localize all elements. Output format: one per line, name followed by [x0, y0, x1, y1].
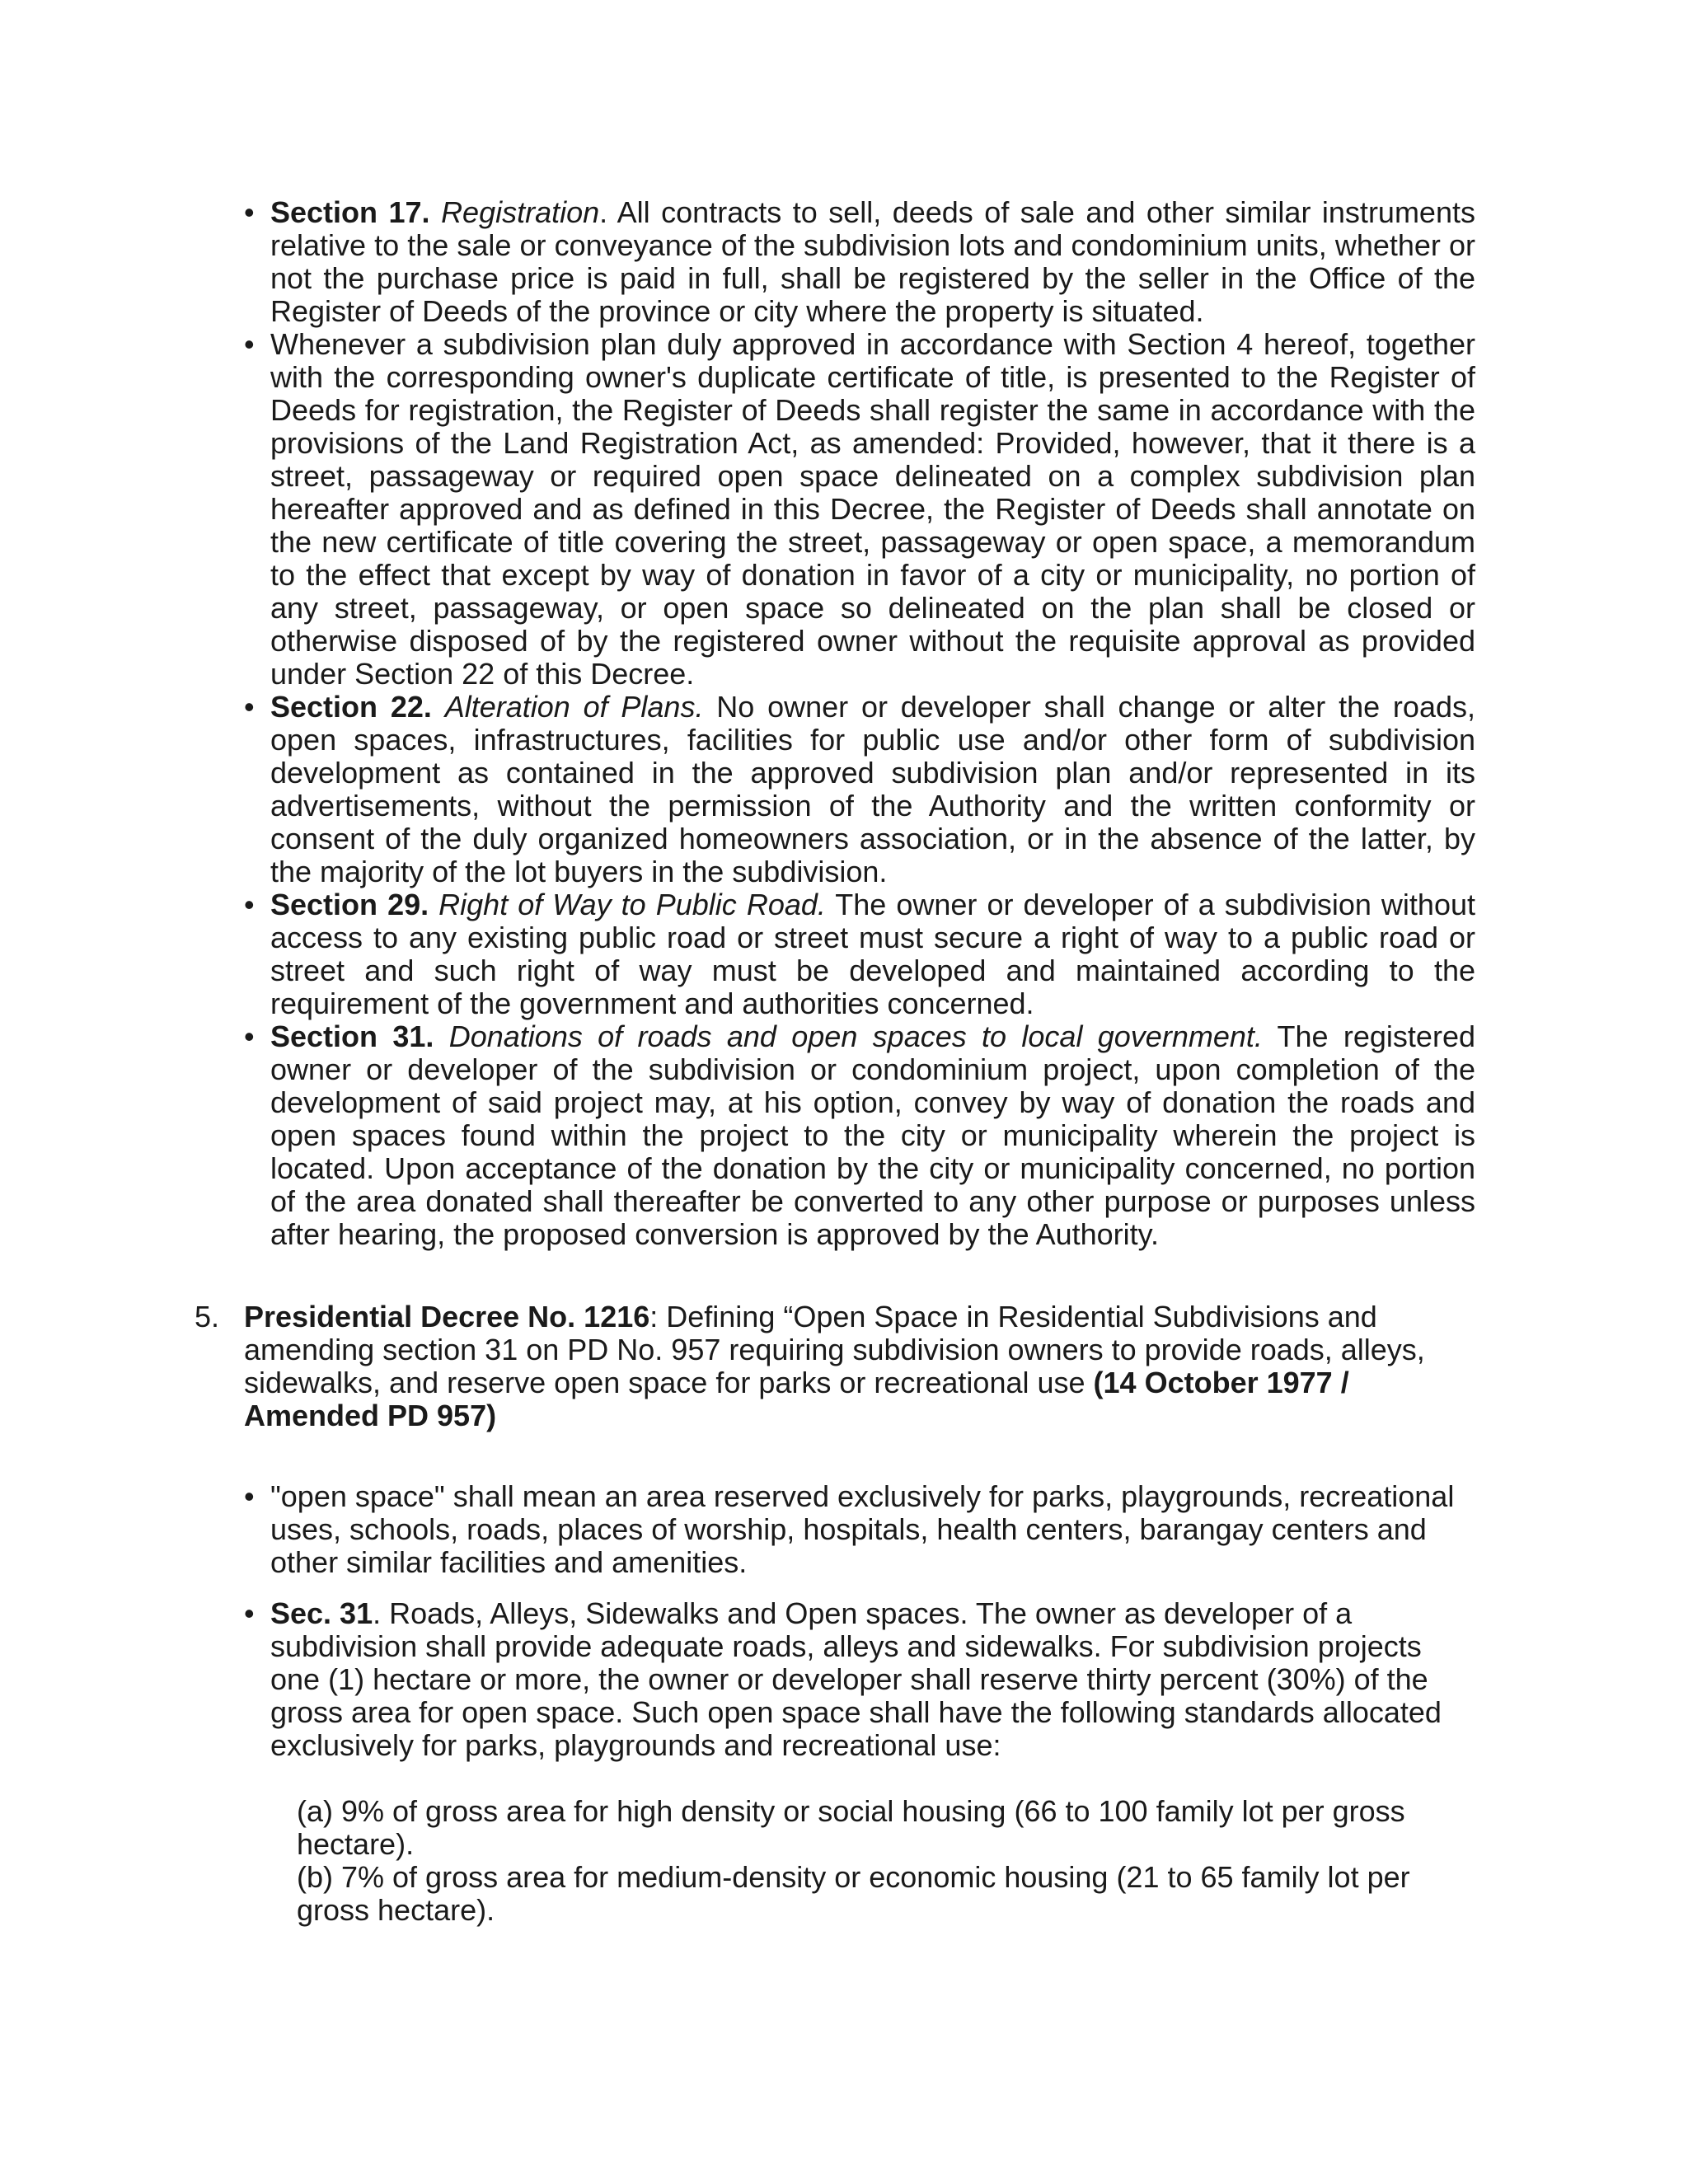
sec-31-item: [244, 1597, 1475, 1762]
section-29-title: Section 29.: [270, 888, 429, 921]
section-31-text: The registered owner or developer of the subdivision or condominium project, upon completion of the development of said project may, at his option, convey by way of donation the roads and open spaces found within the project to the city or municipality wherein the project is located. Upon acceptance of the donation by the city or municipality concerned, no portion of the area donated shall thereafter be converted to any other purpose or purposes unless after hearing, the proposed conversion is approved by the Authority.: [270, 1019, 1475, 1251]
item-5-title: Presidential Decree No. 1216: [244, 1300, 650, 1333]
section-17-subtitle: Registration: [441, 195, 600, 229]
bullet-icon: •: [244, 195, 255, 229]
standards-list: [297, 1795, 1451, 1927]
item-5-number: 5.: [195, 1300, 220, 1333]
item-5-body: [244, 1301, 1431, 1432]
section-17-title: Section 17.: [270, 195, 430, 229]
section-31-title: Section 31.: [270, 1019, 434, 1053]
section-22-item: [244, 691, 1475, 888]
section-31-item: [244, 1020, 1475, 1251]
section-17-item: [244, 196, 1475, 328]
bullet-icon: •: [244, 327, 255, 361]
item-5-date: (14 October 1977 / Amended PD 957): [244, 1366, 1349, 1432]
pd-bullet-list: [244, 1480, 1475, 1579]
bullet-icon: •: [244, 1019, 255, 1053]
open-space-definition: "open space" shall mean an area reserved exclusively for parks, playgrounds, recreational uses, schools, roads, places of worship, hospitals, health centers, barangay centers and other similar facilities and amenities.: [270, 1479, 1455, 1579]
section-22-title: Section 22.: [270, 690, 432, 724]
section-29-subtitle: Right of Way to Public Road.: [438, 888, 826, 921]
section-31-subtitle: Donations of roads and open spaces to local government.: [448, 1019, 1263, 1053]
bullet-icon: •: [244, 888, 255, 921]
whenever-text: Whenever a subdivision plan duly approved in accordance with Section 4 hereof, together with the corresponding owner's duplicate certificate of title, is presented to the Register of Deeds for registration, the Register of Deeds shall register the same in accordance with the provisions of the Land Registration Act, as amended: Provided, however, that it there is a street, passageway or required open space delineated on a complex subdivision plan hereafter approved and as defined in this Decree, the Register of Deeds shall annotate on the new certificate of title covering the street, passageway or open space, a memorandum to the effect that except by way of donation in favor of a city or municipality, no portion of any street, passageway, or open space so delineated on the plan shall be closed or otherwise disposed of by the registered owner without the requisite approval as provided under Section 22 of this Decree.: [270, 327, 1475, 691]
sec-31-text: . Roads, Alleys, Sidewalks and Open spaces. The owner as developer of a subdivision shall provide adequate roads, alleys and sidewalks. For subdivision projects one (1) hectare or more, the owner or developer shall reserve thirty percent (30%) of the gross area for open space. Such open space shall have the following standards allocated exclusively for parks, playgrounds and recreational use:: [270, 1596, 1442, 1762]
section-17-text: . All contracts to sell, deeds of sale and other similar instruments relative to the sale or conveyance of the subdivision lots and condominium units, whether or not the purchase price is paid in full, shall be registered by the seller in the Office of the Register of Deeds of the province or city where the property is situated.: [270, 195, 1475, 328]
standard-a: (a) 9% of gross area for high density or social housing (66 to 100 family lot per gross hectare).: [297, 1794, 1405, 1861]
item-5: [195, 1301, 1431, 1432]
section-29-item: [244, 888, 1475, 1020]
standard-b: (b) 7% of gross area for medium-density or economic housing (21 to 65 family lot per gross hectare).: [297, 1860, 1410, 1927]
item-5-text: : Defining “Open Space in Residential Subdivisions and amending section 31 on PD No. 957 requiring subdivision owners to provide roads, alleys, sidewalks, and reserve open space for parks or recreational use: [244, 1300, 1425, 1399]
whenever-item: [244, 328, 1475, 691]
section-22-text: No owner or developer shall change or alter the roads, open spaces, infrastructures, facilities for public use and/or other form of subdivision development as contained in the approved subdivision plan and/or represented in its advertisements, without the permission of the Authority and the written conformity or consent of the duly organized homeowners association, or in the absence of the latter, by the majority of the lot buyers in the subdivision.: [270, 690, 1475, 888]
section-22-subtitle: Alteration of Plans.: [444, 690, 704, 724]
sec-31-title: Sec. 31: [270, 1596, 373, 1630]
section-bullet-list: [244, 196, 1475, 1251]
bullet-icon: •: [244, 690, 255, 724]
bullet-icon: •: [244, 1479, 255, 1513]
bullet-icon: •: [244, 1596, 255, 1630]
sec-31-list: [244, 1597, 1475, 1762]
open-space-item: [244, 1480, 1475, 1579]
section-29-text: The owner or developer of a subdivision without access to any existing public road or street must secure a right of way to a public road or street and such right of way must be developed and maintained according to the requirement of the government and authorities concerned.: [270, 888, 1475, 1020]
